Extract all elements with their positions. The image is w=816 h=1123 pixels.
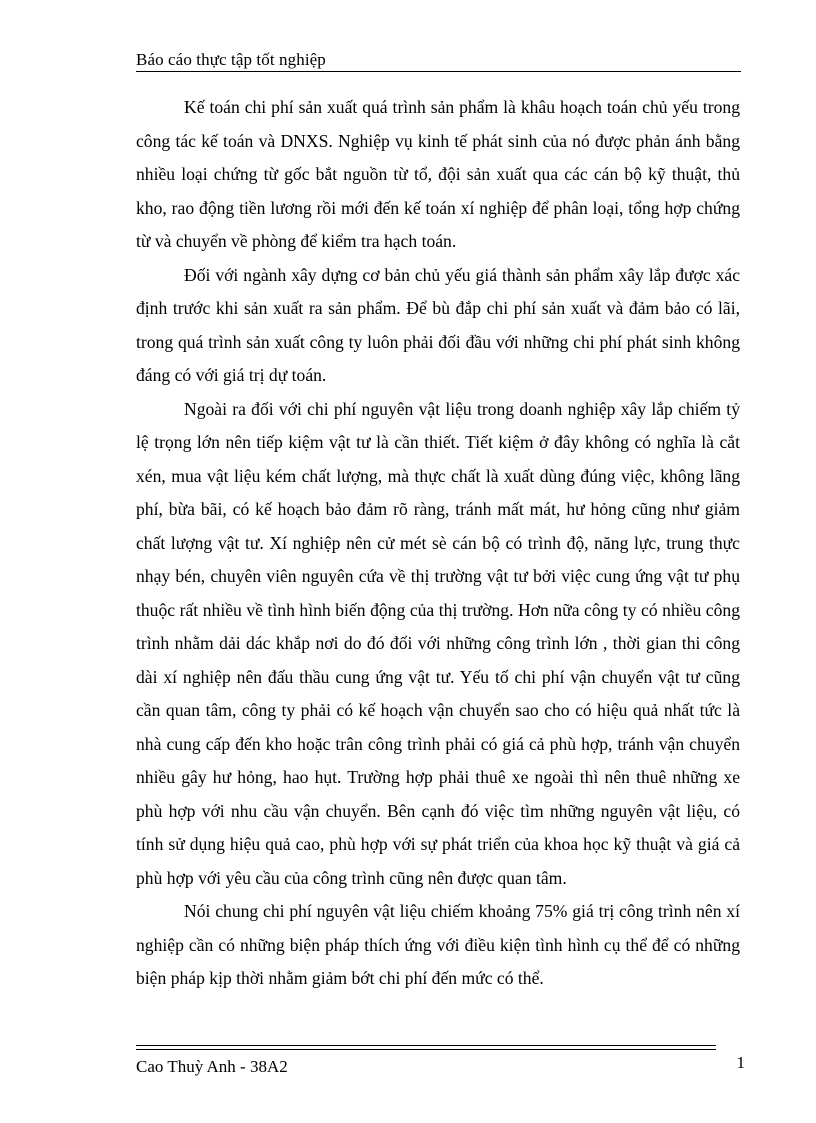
page-number: 1	[736, 1053, 745, 1072]
body-paragraph: Kế toán chi phí sản xuất quá trình sản phẩm là khâu hoạch toán chủ yếu trong công tác kế toán và DNXS. Nghiệp vụ kinh tế phát sinh của nó được phản ánh bằng nhiều loại chứng từ gốc bắt nguồn từ tổ, đội sản xuất qua các cán bộ kỹ thuật, thủ kho, rao động tiền lương rồi mới đến kế toán xí nghiệp để phân loại, tổng hợp chứng từ và chuyển về phòng để kiểm tra hạch toán.	[136, 97, 740, 251]
body-paragraph: Nói chung chi phí nguyên vật liệu chiếm khoảng 75% giá trị công trình nên xí nghiệp cần có những biện pháp thích ứng với điều kiện tình hình cụ thể để có những biện pháp kịp thời nhằm giảm bớt chi phí đến mức có thể.	[136, 901, 740, 988]
header-title: Báo cáo thực tập tốt nghiệp	[136, 50, 326, 69]
header-divider	[136, 71, 741, 72]
footer-author: Cao Thuỳ Anh - 38A2	[136, 1057, 288, 1076]
footer-divider	[136, 1045, 716, 1046]
document-body	[136, 91, 740, 996]
page-header	[136, 50, 741, 72]
body-paragraph: Đối với ngành xây dựng cơ bản chủ yếu giá thành sản phẩm xây lắp được xác định trước khi sản xuất ra sản phẩm. Để bù đắp chi phí sản xuất và đảm bảo có lãi, trong quá trình sản xuất công ty luôn phải đối đầu với những chi phí phát sinh không đáng có với giá trị dự toán.	[136, 264, 740, 385]
footer-divider-thin	[136, 1049, 716, 1050]
page-footer	[136, 1045, 748, 1079]
body-paragraph: Ngoài ra đối với chi phí nguyên vật liệu trong doanh nghiệp xây lắp chiếm tỷ lệ trọng lớn nên tiếp kiệm vật tư là cần thiết. Tiết kiệm ở đây không có nghĩa là cắt xén, mua vật liệu kém chất lượng, mà thực chất là xuất dùng đúng việc, không lãng phí, bừa bãi, có kế hoạch bảo đảm rõ ràng, tránh mất mát, hư hỏng cũng như giảm chất lượng vật tư. Xí nghiệp nên cử mét sè cán bộ có trình độ, năng lực, trung thực nhạy bén, chuyên viên nguyên cứa về thị trường vật tư bởi việc cung ứng vật tư phụ thuộc rất nhiều về tình hình biến động của thị trường. Hơn nữa công ty có nhiều công trình nhằm dải dác khắp nơi do đó đối với những công trình lớn , thời gian thi công dài xí nghiệp nên đấu thầu cung ứng vật tư. Yếu tố chi phí vận chuyển vật tư cũng cần quan tâm, công ty phải có kế hoạch vận chuyển sao cho có hiệu quả nhất tức là nhà cung cấp đến kho hoặc trân công trình phải có giá cả phù hợp, tránh vận chuyển nhiều gây hư hỏng, hao hụt. Trường hợp phải thuê xe ngoài thì nên thuê những xe phù hợp với nhu cầu vận chuyển. Bên cạnh đó việc tìm những nguyên vật liệu, có tính sử dụng hiệu quả cao, phù hợp với sự phát triển của khoa học kỹ thuật và giá cả phù hợp với yêu cầu của công trình cũng nên được quan tâm.	[136, 398, 740, 888]
